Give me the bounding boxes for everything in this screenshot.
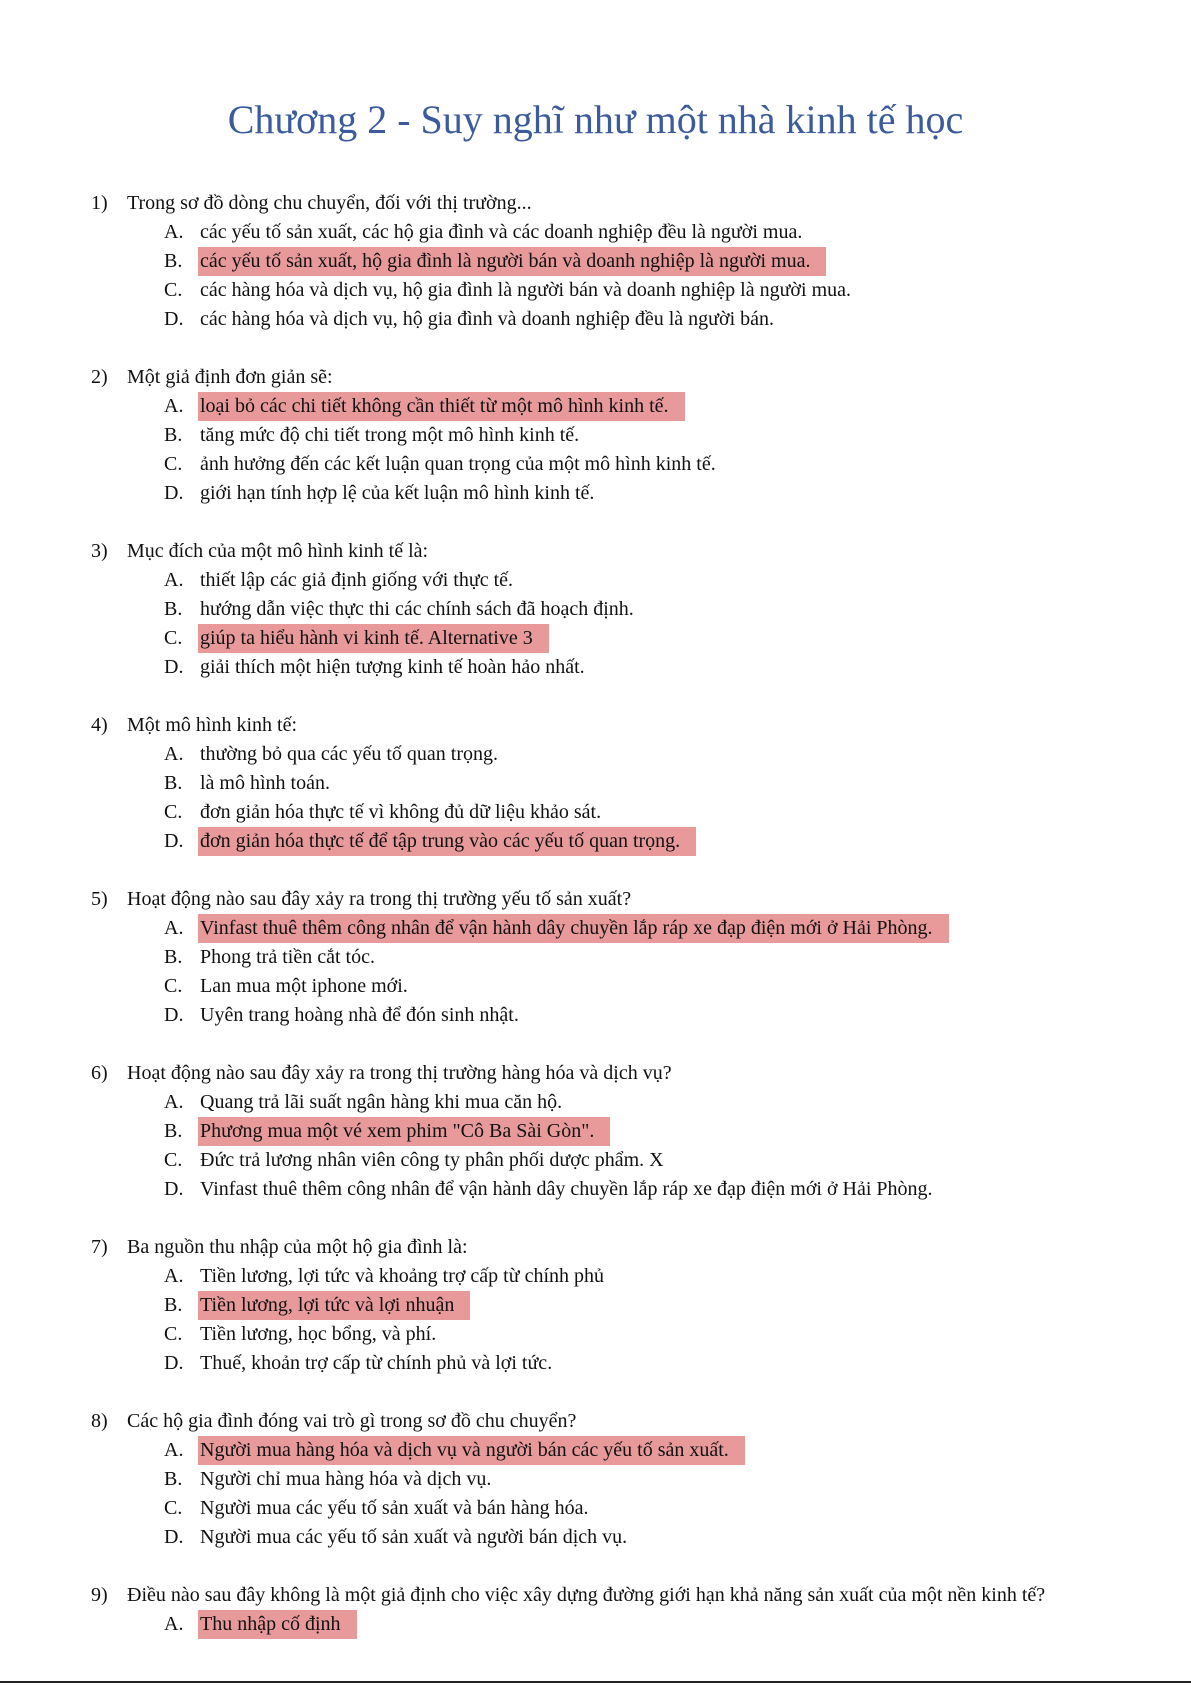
- question-list: [0, 188, 1191, 1667]
- answer-option-highlighted: [164, 827, 1191, 856]
- question-item: [0, 710, 1191, 856]
- option-letter: A.: [164, 1091, 184, 1113]
- answer-option: [164, 1146, 1191, 1175]
- option-letter: B.: [164, 250, 183, 272]
- answer-option: [164, 450, 1191, 479]
- question-text: Một giả định đơn giản sẽ:: [127, 366, 333, 388]
- question-item: [0, 1580, 1191, 1639]
- question-number: 5): [91, 888, 108, 910]
- answer-option: [164, 1320, 1191, 1349]
- option-text: là mô hình toán.: [200, 772, 330, 794]
- answer-option: [164, 1088, 1191, 1117]
- option-text: hướng dẫn việc thực thi các chính sách đã hoạch định.: [200, 598, 634, 620]
- answer-option: [164, 1001, 1191, 1030]
- option-text: Thuế, khoản trợ cấp từ chính phủ và lợi tức.: [200, 1352, 553, 1374]
- option-text: Phương mua một vé xem phim "Cô Ba Sài Gòn".: [198, 1117, 610, 1146]
- answer-option: [164, 1349, 1191, 1378]
- question-text: Hoạt động nào sau đây xảy ra trong thị trường yếu tố sản xuất?: [127, 888, 632, 910]
- question-item: [0, 188, 1191, 334]
- question-stem: [0, 1058, 1191, 1088]
- option-text: Lan mua một iphone mới.: [200, 975, 408, 997]
- answer-option: [164, 276, 1191, 305]
- option-text: loại bỏ các chi tiết không cần thiết từ một mô hình kinh tế.: [198, 392, 685, 421]
- question-stem: [0, 1580, 1191, 1610]
- option-letter: B.: [164, 946, 183, 968]
- answer-option-highlighted: [164, 392, 1191, 421]
- option-letter: A.: [164, 569, 184, 591]
- option-text: Quang trả lãi suất ngân hàng khi mua căn hộ.: [200, 1091, 563, 1113]
- answer-option-highlighted: [164, 1436, 1191, 1465]
- option-letter: A.: [164, 743, 184, 765]
- question-item: [0, 362, 1191, 508]
- page-bottom-rule: [0, 1681, 1191, 1683]
- option-text: Người mua các yếu tố sản xuất và bán hàng hóa.: [200, 1497, 589, 1519]
- answer-option: [164, 943, 1191, 972]
- option-text: các hàng hóa và dịch vụ, hộ gia đình và doanh nghiệp đều là người bán.: [200, 308, 775, 330]
- question-stem: [0, 362, 1191, 392]
- option-letter: C.: [164, 1323, 183, 1345]
- answer-option: [164, 1494, 1191, 1523]
- option-letter: A.: [164, 221, 184, 243]
- option-text: các yếu tố sản xuất, các hộ gia đình và các doanh nghiệp đều là người mua.: [200, 221, 803, 243]
- option-text: Người mua hàng hóa và dịch vụ và người bán các yếu tố sản xuất.: [198, 1436, 745, 1465]
- answer-option: [164, 1465, 1191, 1494]
- question-text: Một mô hình kinh tế:: [127, 714, 297, 736]
- option-text: Tiền lương, học bổng, và phí.: [200, 1323, 437, 1345]
- page-title: Chương 2 - Suy nghĩ như một nhà kinh tế học: [227, 97, 964, 142]
- answer-option: [164, 566, 1191, 595]
- option-letter: C.: [164, 801, 183, 823]
- option-text: Vinfast thuê thêm công nhân để vận hành dây chuyền lắp ráp xe đạp điện mới ở Hải Phòng.: [198, 914, 949, 943]
- answer-option-highlighted: [164, 1117, 1191, 1146]
- question-item: [0, 1058, 1191, 1204]
- option-letter: A.: [164, 1439, 184, 1461]
- option-text: Người mua các yếu tố sản xuất và người bán dịch vụ.: [200, 1526, 628, 1548]
- option-text: đơn giản hóa thực tế vì không đủ dữ liệu khảo sát.: [200, 801, 602, 823]
- answer-option: [164, 972, 1191, 1001]
- option-letter: D.: [164, 308, 184, 330]
- option-letter: A.: [164, 395, 184, 417]
- question-item: [0, 536, 1191, 682]
- question-number: 8): [91, 1410, 108, 1432]
- option-letter: B.: [164, 424, 183, 446]
- option-letter: A.: [164, 1265, 184, 1287]
- question-stem: [0, 1406, 1191, 1436]
- answer-option: [164, 798, 1191, 827]
- answer-option: [164, 1262, 1191, 1291]
- option-text: Vinfast thuê thêm công nhân để vận hành dây chuyền lắp ráp xe đạp điện mới ở Hải Phòng.: [200, 1178, 933, 1200]
- question-stem: [0, 710, 1191, 740]
- option-text: các yếu tố sản xuất, hộ gia đình là người bán và doanh nghiệp là người mua.: [198, 247, 826, 276]
- answer-option-highlighted: [164, 1291, 1191, 1320]
- answer-option: [164, 1175, 1191, 1204]
- option-letter: C.: [164, 627, 183, 649]
- option-text: Phong trả tiền cắt tóc.: [200, 946, 375, 968]
- question-number: 2): [91, 366, 108, 388]
- answer-option: [164, 653, 1191, 682]
- option-letter: D.: [164, 1178, 184, 1200]
- answer-option: [164, 479, 1191, 508]
- option-text: giới hạn tính hợp lệ của kết luận mô hình kinh tế.: [200, 482, 595, 504]
- question-number: 7): [91, 1236, 108, 1258]
- answer-option: [164, 595, 1191, 624]
- question-item: [0, 884, 1191, 1030]
- answer-option-highlighted: [164, 914, 1191, 943]
- option-letter: C.: [164, 1497, 183, 1519]
- question-text: Trong sơ đồ dòng chu chuyển, đối với thị trường...: [127, 192, 532, 214]
- question-number: 1): [91, 192, 108, 214]
- option-text: Thu nhập cố định: [198, 1610, 357, 1639]
- option-letter: B.: [164, 1294, 183, 1316]
- option-letter: B.: [164, 1468, 183, 1490]
- option-letter: D.: [164, 1004, 184, 1026]
- answer-option-highlighted: [164, 1610, 1191, 1639]
- question-stem: [0, 1232, 1191, 1262]
- answer-option: [164, 305, 1191, 334]
- question-number: 6): [91, 1062, 108, 1084]
- option-letter: D.: [164, 482, 184, 504]
- question-text: Mục đích của một mô hình kinh tế là:: [127, 540, 429, 562]
- option-text: thiết lập các giả định giống với thực tế.: [200, 569, 513, 591]
- question-stem: [0, 188, 1191, 218]
- answer-option-highlighted: [164, 624, 1191, 653]
- question-number: 4): [91, 714, 108, 736]
- option-letter: C.: [164, 453, 183, 475]
- answer-option: [164, 218, 1191, 247]
- option-text: Đức trả lương nhân viên công ty phân phối dược phẩm. X: [200, 1149, 664, 1171]
- option-letter: D.: [164, 830, 184, 852]
- question-number: 3): [91, 540, 108, 562]
- option-text: thường bỏ qua các yếu tố quan trọng.: [200, 743, 499, 765]
- option-text: Tiền lương, lợi tức và khoảng trợ cấp từ chính phủ: [200, 1265, 605, 1287]
- option-letter: C.: [164, 279, 183, 301]
- option-text: ảnh hưởng đến các kết luận quan trọng của một mô hình kinh tế.: [200, 453, 716, 475]
- option-letter: C.: [164, 1149, 183, 1171]
- answer-option: [164, 740, 1191, 769]
- question-item: [0, 1232, 1191, 1378]
- option-letter: A.: [164, 1613, 184, 1635]
- option-letter: A.: [164, 917, 184, 939]
- option-text: đơn giản hóa thực tế để tập trung vào các yếu tố quan trọng.: [198, 827, 696, 856]
- option-letter: D.: [164, 1526, 184, 1548]
- option-letter: B.: [164, 772, 183, 794]
- answer-option: [164, 421, 1191, 450]
- answer-option-highlighted: [164, 247, 1191, 276]
- option-letter: B.: [164, 598, 183, 620]
- question-text: Điều nào sau đây không là một giả định cho việc xây dựng đường giới hạn khả năng sản xuất của một nền kinh tế?: [127, 1584, 1046, 1606]
- question-text: Ba nguồn thu nhập của một hộ gia đình là:: [127, 1236, 468, 1258]
- question-text: Các hộ gia đình đóng vai trò gì trong sơ đồ chu chuyển?: [127, 1410, 577, 1432]
- option-letter: B.: [164, 1120, 183, 1142]
- option-text: Tiền lương, lợi tức và lợi nhuận: [198, 1291, 470, 1320]
- question-stem: [0, 536, 1191, 566]
- option-text: Uyên trang hoàng nhà để đón sinh nhật.: [200, 1004, 519, 1026]
- option-letter: D.: [164, 656, 184, 678]
- question-text: Hoạt động nào sau đây xảy ra trong thị trường hàng hóa và dịch vụ?: [127, 1062, 672, 1084]
- question-number: 9): [91, 1584, 108, 1606]
- option-text: Người chỉ mua hàng hóa và dịch vụ.: [200, 1468, 492, 1490]
- question-item: [0, 1406, 1191, 1552]
- answer-option: [164, 1523, 1191, 1552]
- option-letter: C.: [164, 975, 183, 997]
- option-text: giúp ta hiểu hành vi kinh tế. Alternative 3: [198, 624, 549, 653]
- option-text: tăng mức độ chi tiết trong một mô hình kinh tế.: [200, 424, 580, 446]
- option-text: giải thích một hiện tượng kinh tế hoàn hảo nhất.: [200, 656, 585, 678]
- option-letter: D.: [164, 1352, 184, 1374]
- question-stem: [0, 884, 1191, 914]
- answer-option: [164, 769, 1191, 798]
- option-text: các hàng hóa và dịch vụ, hộ gia đình là người bán và doanh nghiệp là người mua.: [200, 279, 851, 301]
